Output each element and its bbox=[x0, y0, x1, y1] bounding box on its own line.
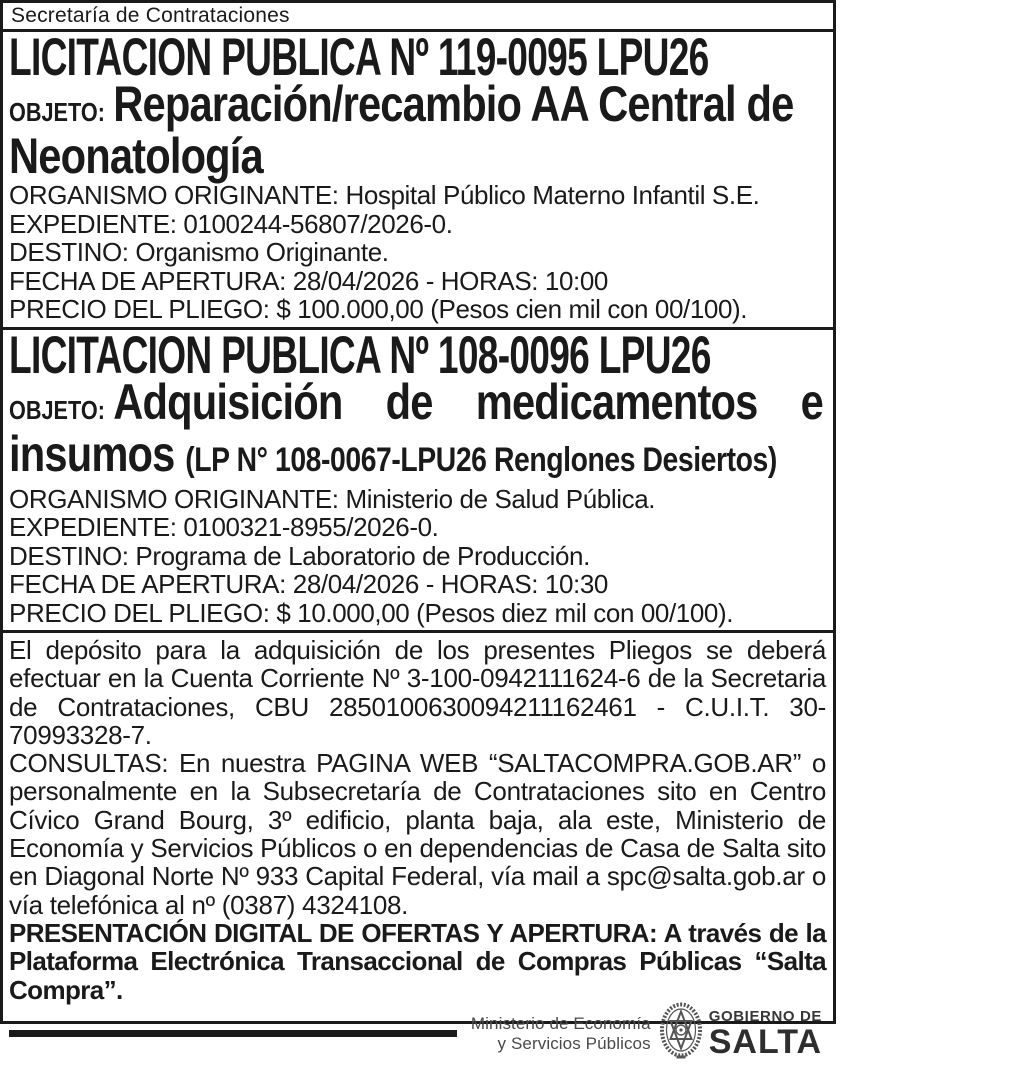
objeto-label: OBJETO: bbox=[9, 97, 105, 127]
tender-details bbox=[9, 485, 823, 628]
detail-expediente: EXPEDIENTE: 0100244-56807/2026-0. bbox=[9, 208, 453, 239]
deposit-paragraph: El depósito para la adquisición de los presentes Pliegos se deberá efectuar en la Cuenta Corriente Nº 3-100-0942111624-6 de la Secretaria de Contrataciones, CBU 2850100630094211162461 - C.U.I.T. 30-70993328-7. bbox=[9, 635, 826, 750]
tender-title: LICITACION PUBLICA Nº 119-0095 LPU26 bbox=[9, 28, 709, 87]
salta-coat-of-arms-icon bbox=[659, 1002, 703, 1065]
tender-object bbox=[9, 373, 823, 482]
detail-destino: DESTINO: Organismo Originante. bbox=[9, 237, 389, 267]
tender-108-0096 bbox=[3, 325, 833, 634]
detail-precio-pliego: PRECIO DEL PLIEGO: $ 10.000,00 (Pesos diez mil con 00/100). bbox=[9, 597, 734, 628]
salta-label: SALTA bbox=[708, 1022, 822, 1061]
objeto-text: Reparación/recambio AA Central de Neonatología bbox=[9, 76, 794, 184]
ministry-line1: Ministerio de Economía bbox=[470, 1013, 651, 1033]
tender-119-0095 bbox=[3, 28, 833, 330]
presentacion-paragraph: PRESENTACIÓN DIGITAL DE OFERTAS Y APERTURA: A través de la Plataforma Electrónica Transaccional de Compras Públicas “Salta Compra”. bbox=[9, 917, 826, 1005]
detail-destino: DESTINO: Programa de Laboratorio de Producción. bbox=[9, 540, 590, 571]
objeto-label: OBJETO: bbox=[9, 394, 105, 425]
detail-organismo: ORGANISMO ORIGINANTE: Ministerio de Salud Pública. bbox=[9, 483, 656, 514]
divider-bar bbox=[9, 1030, 457, 1037]
government-signature bbox=[709, 1009, 822, 1059]
tender-details bbox=[9, 181, 823, 324]
objeto-text: Adquisición de medicamentos e insumos bbox=[9, 373, 823, 482]
detail-expediente: EXPEDIENTE: 0100321-8955/2026-0. bbox=[9, 512, 439, 542]
detail-fecha-apertura: FECHA DE APERTURA: 28/04/2026 - HORAS: 10:30 bbox=[9, 569, 608, 599]
page-title: Secretaría de Contrataciones bbox=[11, 4, 290, 27]
ministry-signature bbox=[471, 1014, 651, 1054]
detail-organismo: ORGANISMO ORIGINANTE: Hospital Público Materno Infantil S.E. bbox=[9, 180, 760, 210]
ministry-line2: y Servicios Públicos bbox=[497, 1033, 651, 1053]
consultas-paragraph: CONSULTAS: En nuestra PAGINA WEB “SALTACOMPRA.GOB.AR” o personalmente en la Subsecretaría de Contrataciones sito en Centro Cívico Grand Bourg, 3º edificio, planta baja, ala este, Ministerio de Economía y Servicios Públicos o en dependencias de Casa de Salta sito en Diagonal Norte Nº 933 Capital Federal, vía mail a spc@salta.gob.ar o vía telefónica al nº (0387) 4324108. bbox=[9, 748, 826, 920]
footer bbox=[9, 1004, 826, 1062]
tender-object bbox=[9, 76, 823, 184]
detail-precio-pliego: PRECIO DEL PLIEGO: $ 100.000,00 (Pesos cien mil con 00/100). bbox=[9, 294, 748, 324]
tender-title: LICITACION PUBLICA Nº 108-0096 LPU26 bbox=[9, 325, 711, 385]
gobierno-de-label: GOBIERNO DE bbox=[708, 1007, 822, 1025]
objeto-note: (LP N° 108-0067-LPU26 Renglones Desiertos) bbox=[185, 440, 777, 479]
general-conditions bbox=[3, 633, 833, 1062]
detail-fecha-apertura: FECHA DE APERTURA: 28/04/2026 - HORAS: 10:00 bbox=[9, 265, 608, 296]
